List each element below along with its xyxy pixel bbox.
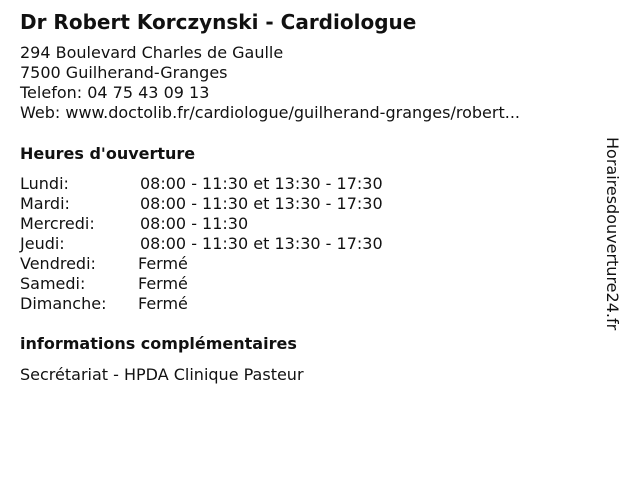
day-label: Mercredi:	[20, 214, 95, 233]
page-title: Dr Robert Korczynski - Cardiologue	[20, 10, 417, 34]
website-link[interactable]: Web: www.doctolib.fr/cardiologue/guilherand-granges/robert...	[20, 103, 520, 122]
time-value: Fermé	[138, 294, 188, 313]
hours-heading: Heures d'ouverture	[20, 144, 196, 163]
time-value: 08:00 - 11:30	[140, 214, 249, 233]
day-label: Lundi:	[20, 174, 69, 193]
day-label: Dimanche:	[20, 294, 107, 313]
address-block	[20, 43, 520, 123]
time-value: 08:00 - 11:30 et 13:30 - 17:30	[140, 194, 383, 213]
day-label: Jeudi:	[20, 234, 65, 253]
site-watermark: Horairesdouverture24.fr	[603, 137, 622, 331]
time-value: 08:00 - 11:30 et 13:30 - 17:30	[140, 234, 383, 253]
day-label: Mardi:	[20, 194, 70, 213]
additional-info-text: Secrétariat - HPDA Clinique Pasteur	[20, 365, 304, 384]
street-address: 294 Boulevard Charles de Gaulle	[20, 43, 284, 62]
time-value: Fermé	[138, 254, 188, 273]
additional-info-heading: informations complémentaires	[20, 334, 297, 353]
day-label: Samedi:	[20, 274, 86, 293]
phone-number: Telefon: 04 75 43 09 13	[20, 83, 210, 102]
time-value: 08:00 - 11:30 et 13:30 - 17:30	[140, 174, 383, 193]
day-label: Vendredi:	[20, 254, 96, 273]
time-value: Fermé	[138, 274, 188, 293]
city-address: 7500 Guilherand-Granges	[20, 63, 228, 82]
